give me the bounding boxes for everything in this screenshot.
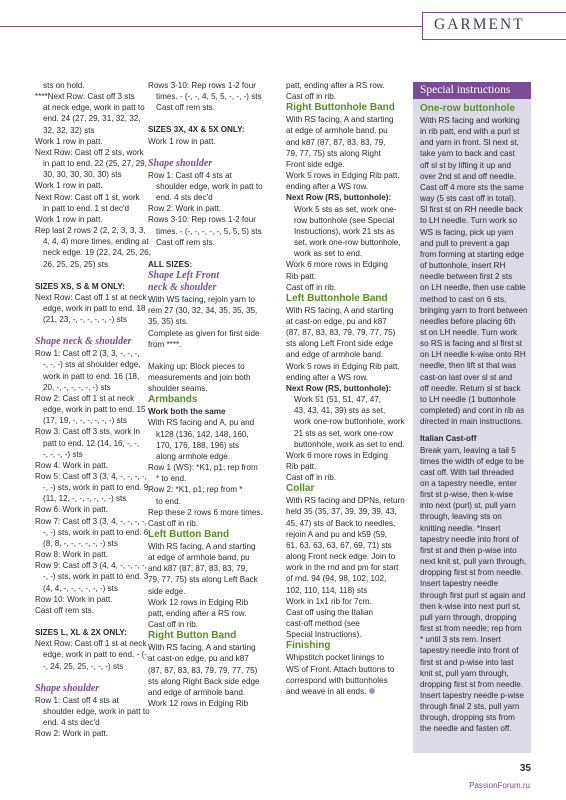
text-line: Front side edge. [286,159,345,169]
text-line: 20, -, -, -, -, -, -) sts [43,382,111,392]
header-rule [0,26,422,27]
text-line: Row 4: Work in patt. [35,460,109,470]
text-line: first st and then p-wise into [420,545,517,555]
column-3 [286,80,414,697]
text-line: Work 6 more rows in Edging [286,260,388,270]
text-line: Rows 3-10: Rep rows 1-2 four [148,81,256,90]
text-line: Making up: Block pieces to [148,361,245,371]
page-number: 35 [519,763,531,774]
text-line: work one-row buttonhole, work [294,417,405,427]
text-line: needle, then lift st that was [420,361,517,371]
text-line: tapestry needle into front of [420,534,519,544]
text-line: times the width of edge to be [420,456,524,466]
text-line: SIZES XS, S & M ONLY: [35,281,125,291]
text-line: Insert tapestry needle p-wise [420,690,524,700]
text-line: to LH needle (1 buttonhole [420,394,516,404]
text-line: on LH needle, then use cable [420,283,526,293]
text-line: method to cast on 6 sts, [420,294,507,304]
text-line: work in patt to end. 16 (18, [43,371,140,381]
text-line: neck & shoulder [148,282,217,294]
text-line: 45, 47) sts of Back to needles, [286,518,396,528]
text-line: dropping first st from needle. [420,679,523,689]
text-line: in patt to end. 22 (25, 27, 29, [43,159,147,169]
text-line: 79, 77, 75) sts along Left Back [148,575,258,585]
text-line: times. - (-, -, -, -, -, 5, 5, 5) sts [156,226,262,236]
text-line: rejoin A and pu and k59 (59, [286,529,388,539]
text-line: SIZES L, XL & 2X ONLY: [35,628,127,638]
text-line: to end. [156,496,181,506]
text-line: Finishing [286,640,331,652]
text-line: (21, 23, -, -, -, -, -, -) sts [43,315,127,325]
text-line: Cast off rem sts. [35,605,94,615]
text-line: set, work one-row buttonhole, [294,238,401,248]
text-line: Row 2: *K1, p1; rep from * [148,485,243,495]
text-line: Complete as given for first side [148,328,260,338]
text-line: Rows 3-10: Rep rows 1-2 four [148,215,256,225]
text-line: end. 4 sts dec'd [156,193,213,203]
text-line: so RS is facing and sl first st [420,339,523,349]
text-line: (11, 12, -, -, -, -, -, -) sts [43,494,127,504]
text-line: Armbands [148,394,198,406]
text-line: Shape shoulder [148,157,213,169]
text-line: ****Next Row: Cast off 3 sts [35,92,135,102]
text-line: (87, 87, 83, 83, 79, 79, 77, 75) [286,328,396,338]
text-line: patt, ending after a RS row. [148,608,247,618]
text-line: With WS facing, rejoin yarn to [148,295,256,305]
text-line: Work 51 (51, 51, 47, 47, [294,395,382,405]
text-line: Work in 1x1 rib for 7cm. [286,596,372,606]
text-line: Cast off in rib. [286,473,336,483]
text-line: Work 5 rows in Edging Rib patt, [286,171,400,181]
text-line: Cast off rem sts. [156,103,215,113]
text-line: measurements and join both [148,372,251,382]
text-line: 4, 4, 4) more times, ending at [43,237,149,247]
text-line: Row 3: Cast off 3 sts, work in [35,427,141,437]
text-line: correspond with buttonholes [286,675,388,685]
text-line: k128 (136, 142, 148, 160, [156,429,249,439]
text-line: Rib patt. [286,271,317,281]
text-line: along armhole edge. [156,451,231,461]
text-line: edge, work in patt to end. 18 [43,303,146,313]
text-line: -, -, -) sts at shoulder edge, [43,360,141,370]
text-line: off sl st by lifting it up and [420,160,512,170]
text-line: shoulder edge, work in patt to [156,181,263,191]
text-line: to LH needle. Turn work so [420,216,518,226]
text-line: Work 1 row in patt. [148,136,216,146]
text-line: Next Row: Cast off 1 st at neck [35,639,147,649]
text-line: sts on hold. [43,81,85,90]
text-line: held 35 (35, 37, 39, 39, 39, 43, [286,507,397,517]
text-line: at edge of armhole band, pu [286,126,388,136]
text-line: patt to end. 12 (14, 16, -, -, [43,438,140,448]
text-line: 170, 176, 188, 196) sts [156,440,240,450]
text-line: neck edge. 19 (22, 24, 25, 26, [43,248,151,258]
text-line: Cast off in rib. [148,620,198,630]
text-line: in patt to end. 1 st dec'd [43,203,130,213]
text-line: Row 1: Cast off 4 sts at [35,695,119,705]
sidebar-title: Special instructions [413,82,531,99]
text-line: shoulder seams. [148,384,208,394]
text-line: (87, 87, 83, 83, 79, 79, 77, 75) [148,665,258,675]
text-line: 35, 35) sts. [148,317,189,327]
text-line: Work 1 row in patt. [35,214,103,224]
text-line: completed) and cont in rib as [420,406,525,416]
text-line: at edge of armhole band, pu [148,553,250,563]
text-line: Right Buttonhole Band [286,102,395,114]
sidebar-body [413,103,531,735]
text-line: Instructions), work 21 sts as [294,226,395,236]
text-line: in rib patt, end with a purl st [420,127,520,137]
text-line: row buttonhole (see Special [294,215,395,225]
text-line: Whipstitch pocket linings to [286,653,384,663]
text-line: st on LH needle. Turn work [420,327,518,337]
text-line: through final 2 sts, pull yarn [420,702,520,712]
column-2 [148,80,280,709]
text-line: Next Row (RS, buttonhole): [286,383,392,393]
text-line: Row 2: Cast off 1 st at neck [35,393,135,403]
text-line: and k87 (87, 87, 83, 83, 79, [148,564,248,574]
text-line: Cast off in rib. [148,518,198,528]
text-line: Row 2: Work in patt. [148,204,222,214]
text-line: -, -) sts, work in patt to end. 3 [43,572,149,582]
text-line: first st from needle; rep from [420,624,522,634]
text-line: at cast-on edge, pu and k87 [286,316,387,326]
text-line: Shape shoulder [35,682,100,694]
text-line: WS of Front. Attach buttons to [286,664,395,674]
text-line: Collar [286,483,315,495]
text-line: at neck edge, work in patt to [43,103,145,113]
text-line: Insert tapestry needle [420,579,499,589]
text-line: needle between first 2 sts [420,272,513,282]
text-line: dropping first st from needle. [420,568,523,578]
text-line: With RS facing, A and starting [148,542,256,551]
text-line: Row 5: Cast off 3 (3, 4, -, -, -, -, [35,472,147,481]
text-line: Row 1: Cast off 2 (3, 3, -, -, -, [35,349,140,359]
text-line: cast-off method (see [286,619,360,629]
text-line: Cast off 4 more sts the same [420,182,524,192]
text-line: Row 6: Work in patt. [35,505,109,515]
text-line: patt, ending after a RS row. [286,81,385,90]
text-line: Cast off rem sts. [156,237,215,247]
text-line: Left Button Band [148,529,230,540]
text-line: Rep last 2 rows 2 (2, 2, 3, 3, 3, [35,226,146,236]
text-line: 102, 110, 114, 118) sts [286,585,368,595]
text-line: Next Row: Cast off 1 st, work [35,192,140,202]
end-marker-icon [369,688,375,694]
text-line: With RS facing and working [420,116,520,125]
text-line: sts along Right Back side edge [148,676,260,686]
text-line: One-row buttonhole [420,103,515,114]
text-line: 79, 77, 75) sts along Right [286,148,381,158]
text-line: * to end. [156,474,187,484]
text-line: Cast off in rib. [286,92,336,102]
text-line: way (5 sts cast off in total). [420,194,517,204]
text-line: Work both the same [148,407,226,417]
text-line: side edge. [148,586,186,596]
text-line: through, dropping sts from [420,713,515,723]
text-line: end. 4 sts dec'd [43,717,100,727]
text-line: Next Row: Cast off 1 st at neck [35,292,147,302]
text-line: into next (purl) st, pull yarn [420,501,516,511]
text-line: on LH needle k-wise onto RH [420,350,526,360]
text-line: times. - (-, -, 4, 5, 5, -, -, -) sts [156,92,262,102]
text-line: knitting needle. *Insert [420,523,501,533]
text-line: -, -, -, -) sts [43,449,83,459]
text-line: end. 24 (27, 29, 31, 32, 32, [43,114,141,124]
text-line: Rib patt. [286,462,317,471]
text-line: of rnd. 94 (94, 98, 102, 102, [286,574,387,584]
text-line: Work 12 rows in Edging Rib [148,597,249,607]
text-line: first st and p-wise into last [420,657,514,667]
text-line: -, 24, 25, 25, -, -, -) sts [43,661,124,671]
text-line: shoulder edge, work in patt to [43,706,150,716]
text-line: over 2nd st and off needle. [420,171,517,181]
text-line: With RS facing, A and starting [286,115,394,125]
text-line: Italian Cast-off [420,434,477,444]
text-line: (4, 4, -, -, -, -, -, -) sts [43,583,118,593]
text-line: through first purl st again and [420,590,526,600]
text-line: and k87 (87, 87, 83, 83, 79, [286,137,386,147]
text-line: * until 3 sts rem. Insert [420,635,501,645]
text-line: then k-wise into next purl st, [420,601,521,611]
text-line: Rep these 2 rows 6 more times. [148,507,263,517]
text-line: of buttonhole, insert RH [420,261,506,271]
text-line: edge, work in patt to end. 15 [43,405,146,415]
text-line: sts along Left Front side edge [286,339,394,349]
text-line: directed in main instructions. [420,417,523,427]
text-line: 30, 30, 30, 30, 30) sts [43,170,122,180]
category-label: GARMENT [434,16,525,33]
column-1 [35,80,151,739]
text-line: With RS facing, A and starting [148,643,256,653]
text-line: Row 1 (WS): *K1, p1; rep from [148,463,258,473]
text-line: 26, 25, 25, 25) sts [43,259,109,269]
text-line: Row 10: Work in patt. [35,594,113,604]
text-line: With RS facing and A, pu and [148,418,255,428]
text-line: ending after a WS row. [286,372,369,382]
text-line: Row 7: Cast off 3 (3, 4, -, -, -, -, [35,516,147,526]
text-line: the needle and fasten off. [420,724,512,734]
text-line: Right Button Band [148,630,237,642]
text-line: through, leaving sts on [420,512,502,522]
text-line: edge, work in patt to end. - (-, [43,650,150,660]
text-line: from ****. [148,339,182,349]
text-line: cast off. With tail threaded [420,467,514,477]
text-line: Next Row: Cast off 2 sts, work [35,147,144,157]
text-line: from forming at starting edge [420,249,524,259]
text-line: buttonhole, work as set to end. [294,439,405,449]
watermark: PassionForum.ru [469,781,530,790]
text-line: take yarn to back and cast [420,149,515,159]
text-line: Work 12 rows in Edging Rib [148,699,249,709]
text-line: Row 2: Work in patt. [35,729,109,739]
text-line: Row 8: Work in patt. [35,550,109,560]
text-line: 61, 63, 63, 63, 67, 69, 71) sts [286,540,392,550]
text-line: and edge of armhole band. [148,687,246,697]
special-instructions-sidebar [413,82,531,753]
text-line: Work 1 row in patt. [35,136,103,146]
text-line: With RS facing and DPNs, return [286,496,405,506]
text-line: ending after a WS row. [286,182,369,192]
text-line: With RS facing, A and starting [286,305,394,315]
text-line: Work 5 sts as set, work one- [294,204,397,214]
text-line: SIZES 3X, 4X & 5X ONLY: [148,125,245,135]
text-line: Work 6 more rows in Edging [286,450,388,460]
text-line: Special Instructions). [286,630,362,640]
text-line: Work 1 row in patt. [35,181,103,191]
text-line: tapestry needle into front of [420,646,519,656]
text-line: on a tapestry needle, enter [420,479,517,488]
text-line: (17, 19, -, -, -, -, -, -) sts [43,416,127,426]
text-line: Shape neck & shoulder [35,336,132,348]
text-line: Cast off using the Italian [286,607,374,617]
text-line: Row 1: Cast off 4 sts at [148,170,232,180]
text-line: rem 27 (30, 32, 34, 35, 35, 35, [148,306,258,316]
text-line: and weave in all ends. [286,686,367,696]
text-line: and yarn in front. Sl next st, [420,138,519,148]
text-line: -, -) sts, work in patt to end. 6 [43,527,149,537]
text-line: pull yarn through, dropping [420,612,517,622]
text-line: 43, 43, 41, 39) sts as set, [294,406,386,416]
text-line: Cast off in rib. [286,282,336,292]
text-line: (8, 8, -, -, -, -, -, -) sts [43,538,118,548]
text-line: Next Row (RS, buttonhole): [286,193,392,203]
text-line: and edge of armhole band. [286,350,384,360]
text-line: Sl first st on RH needle back [420,205,523,215]
text-line: Work 5 rows in Edging Rib patt, [286,361,400,371]
text-line: along Front neck edge. Join to [286,552,396,562]
text-line: Left Buttonhole Band [286,292,388,304]
text-line: Row 9: Cast off 3 (4, 4, -, -, -, -, [35,561,147,571]
text-line: 21 sts as set, work one-row [294,428,393,438]
text-line: work in the rnd and pm for start [286,563,399,573]
text-line: cast-on last over sl st and [420,372,513,382]
text-line: and pull to prevent a gap [420,238,510,248]
text-line: ALL SIZES: [148,259,193,269]
text-line: first st p-wise, then k-wise [420,490,514,500]
text-line: WS is facing, pick up yarn [420,227,514,237]
text-line: -, -) sts, work in patt to end. 9 [43,483,149,493]
text-line: at cast-on edge, pu and k87 [148,654,249,664]
text-line: bringing yarn to front between [420,305,528,315]
text-line: 32, 32, 32) sts [43,125,95,135]
text-line: Break yarn, leaving a tail 5 [420,445,516,455]
text-line: knit st, pull yarn through, [420,668,509,678]
text-line: off needle. Return sl st back [420,383,521,393]
text-line: needles before placing 6th [420,316,516,326]
text-line: next knit st, pull yarn through, [420,557,527,567]
text-line: work as set to end. [294,249,363,259]
text-line: Shape Left Front [148,270,220,282]
